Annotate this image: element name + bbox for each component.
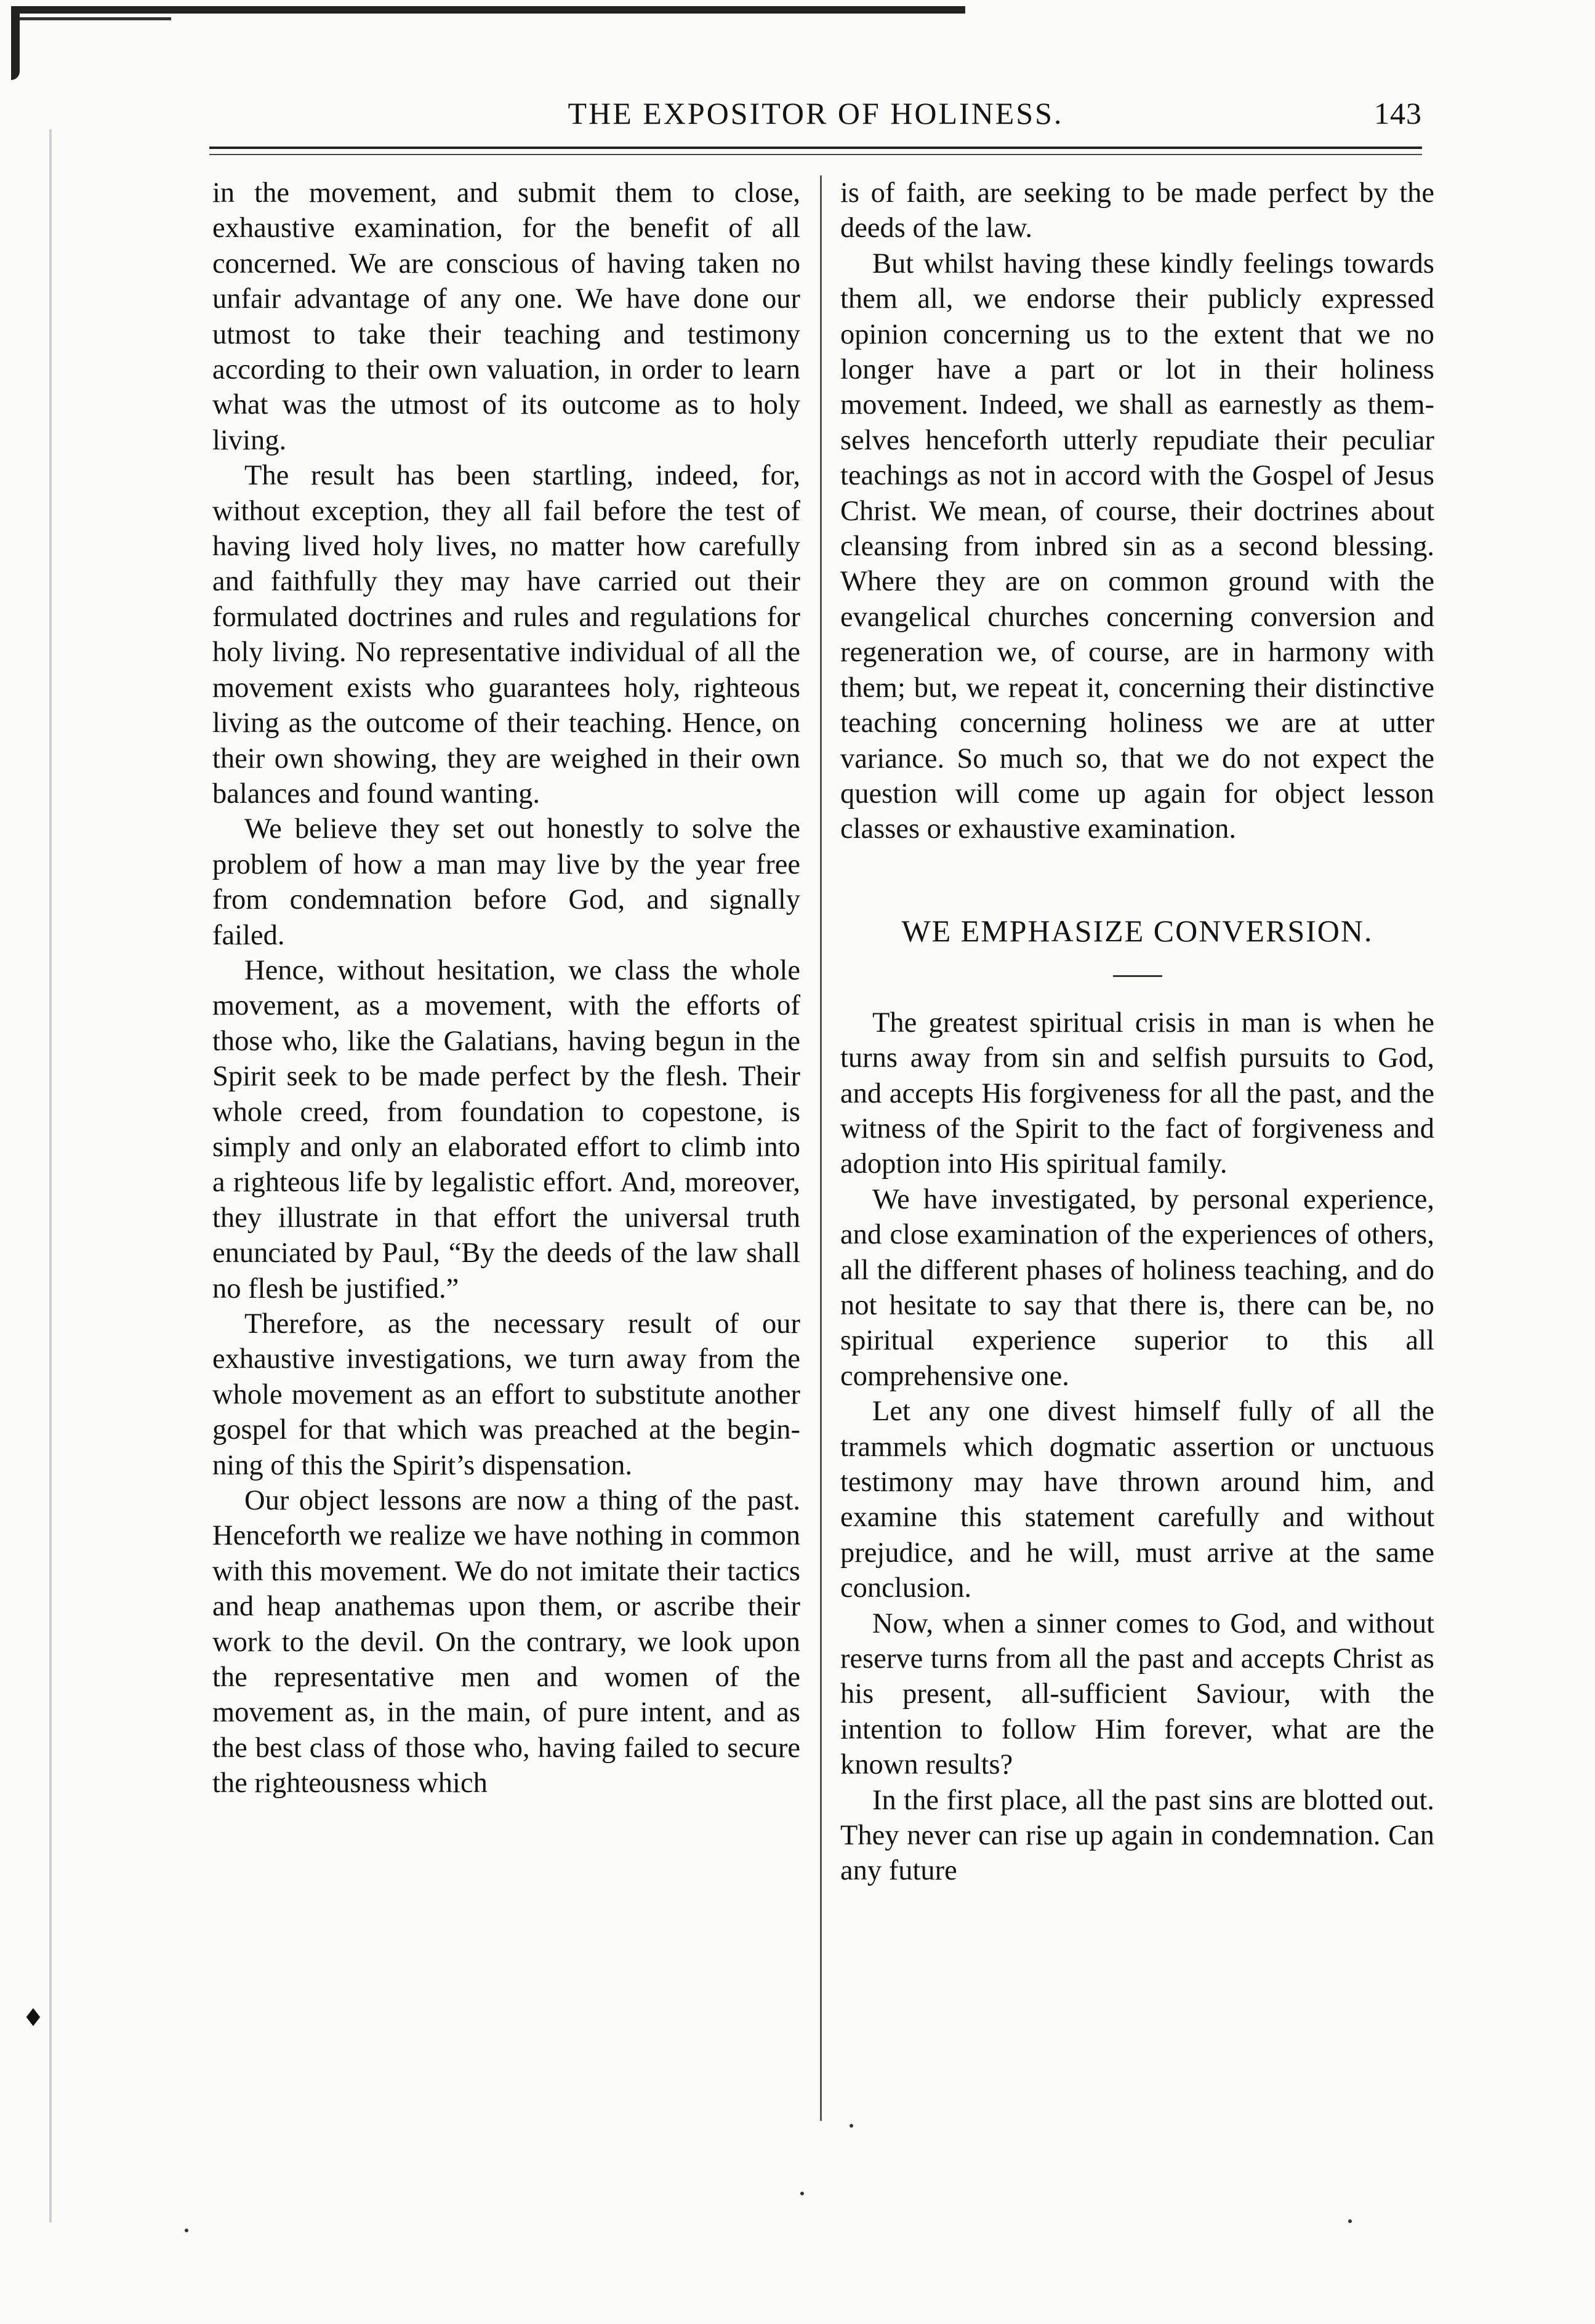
paragraph: Let any one divest himself fully of all the trammels which dogmatic assertion or unctuous testimony may have thrown around him, and examine this statement carefully and without prejudice, and he will, must arrive at the same conclusion. xyxy=(840,1396,1434,1604)
page-edge-shadow xyxy=(49,129,52,2222)
paragraph: Now, when a sinner comes to God, and without reserve turns from all the past and accepts Christ as his present, all-sufficient Saviour, with the intention to follow Him forever, what are the known results? xyxy=(840,1607,1434,1781)
paragraph: We have investigated, by personal experience, and close examination of the experiences of others, all the different phases of holiness teaching, and do not hesitate to say that there is, there can be, no spiritual experience superior to this all comprehensive one. xyxy=(840,1183,1434,1392)
paragraph: The result has been startling, indeed, for, without exception, they all fail before the test of having lived holy lives, no matter how carefully and faithfully they may have carried out their formulated doctrines and rules and regulations for holy living. No representative individual of all the movement exists who guarantees holy, righteous living as the outcome of their teaching. Hence, on their own showing, they are weighed in their own balances and found wanting. xyxy=(212,460,800,810)
journal-title: THE EXPOSITOR OF HOLINESS. xyxy=(568,96,1064,131)
left-column xyxy=(212,175,800,2102)
paragraph: Our object lessons are now a thing of the past. Henceforth we realize we have nothing in common with this movement. We do not imitate their tactics and heap anathemas upon them, or ascribe their work to the devil. On the contrary, we look upon the representative men and women of the movement as, in the main, of pure intent, and as the best class of those who, having failed to secure the righteousness which xyxy=(212,1485,800,1799)
print-speck xyxy=(1348,2219,1352,2223)
column-divider xyxy=(820,175,822,2121)
corner-rule-accent xyxy=(11,17,171,20)
print-speck xyxy=(850,2124,853,2128)
header-rule-thin xyxy=(209,154,1422,155)
corner-rule-vertical xyxy=(11,6,20,80)
paragraph: The greatest spiritual crisis in man is when he turns away from sin and selfish pursuits to God, and accepts His forgiveness for all the past, and the witness of the Spirit to the fact of forgiveness and adoption into His spiritual family. xyxy=(840,1007,1434,1180)
paragraph: Therefore, as the necessary result of our exhaustive investigations, we turn away from the whole movement as an effort to substitute another gospel for that which was preached at the beginning of this the Spirit’s dispensation. xyxy=(212,1308,800,1481)
paragraph: in the movement, and submit them to close, exhaustive examination, for the benefit of all concerned. We are conscious of having taken no unfair advantage of any one. We have done our utmost to take their teaching and testimony according to their own valuation, in order to learn what was the utmost of its outcome as to holy living. xyxy=(212,177,800,456)
paragraph: We believe they set out honestly to solve the problem of how a man may live by the year free from condemnation before God, and signally failed. xyxy=(212,813,800,951)
paragraph: is of faith, are seeking to be made perfect by the deeds of the law. xyxy=(840,177,1434,244)
section-heading: WE EMPHASIZE CONVERSION. xyxy=(901,913,1373,948)
paragraph: Hence, without hesitation, we class the whole movement, as a movement, with the efforts of those who, like the Galatians, having begun in the Spirit seek to be made perfect by the flesh. Their whole creed, from foundation to copestone, is simply and only an elaborated effort to climb into a righteous life by legalistic effort. And, moreover, they illustrate in that effort the universal truth enunciated by Paul, “By the deeds of the law shall no flesh be justified.” xyxy=(212,954,800,1305)
page-number: 143 xyxy=(1374,96,1422,131)
corner-rule-horizontal xyxy=(11,6,965,14)
paragraph: In the first place, all the past sins are blotted out. They never can rise up again in condemnation. Can any future xyxy=(840,1784,1434,1887)
heading-rule xyxy=(1113,975,1162,977)
print-speck xyxy=(800,2192,804,2195)
paragraph: But whilst having these kindly feelings towards them all, we endorse their publicly expressed opinion concerning us to the extent that we no longer have a part or lot in their holiness movement. Indeed, we shall as earnestly as themselves henceforth utterly repudiate their peculiar teachings as not in accord with the Gospel of Jesus Christ. We mean, of course, their doctrines about cleansing from inbred sin as a second blessing. Where they are on common ground with the evangelical churches concerning conversion and regeneration we, of course, are in harmony with them; but, we repeat it, concerning their distinctive teaching concerning holiness we are at utter variance. So much so, that we do not expect the question will come up again for object lesson classes or exhaustive examination. xyxy=(840,247,1434,845)
margin-bullet-icon: ♦ xyxy=(22,2004,44,2032)
print-speck xyxy=(185,2229,188,2232)
right-column xyxy=(840,175,1434,2102)
running-header xyxy=(209,89,1422,145)
header-rule-thick xyxy=(209,147,1422,149)
